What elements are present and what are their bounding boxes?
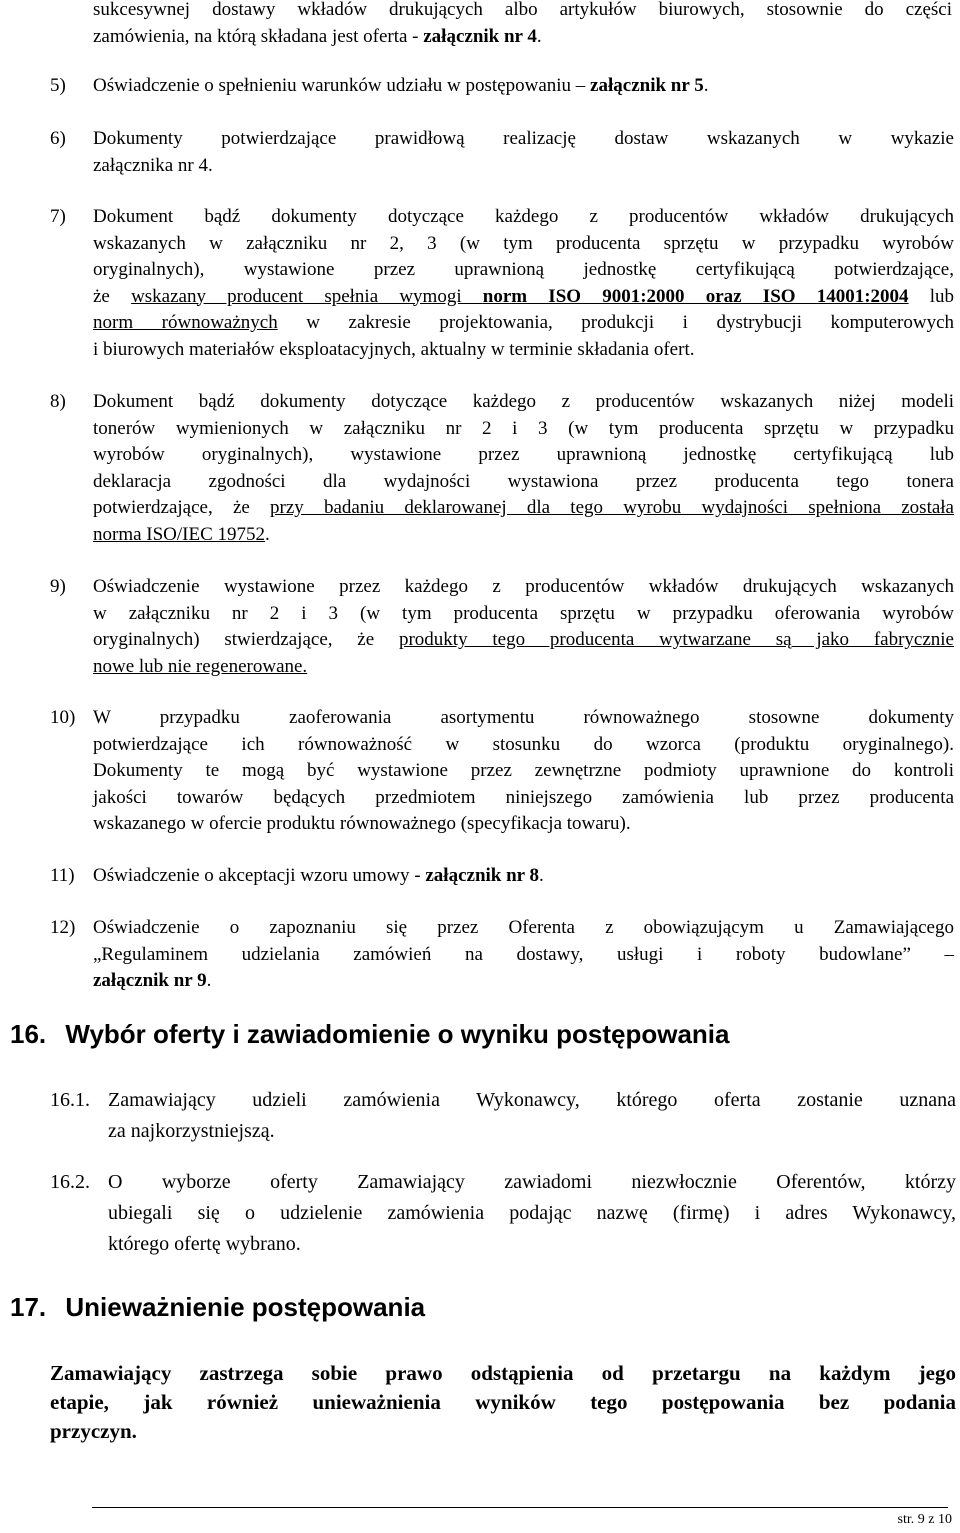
- section-16-heading: [10, 1019, 729, 1050]
- item-number: 11): [50, 865, 75, 886]
- intro-paragraph: [93, 0, 952, 50]
- section-title: Unieważnienie postępowania: [65, 1292, 426, 1322]
- document-page: sukcesywnej dostawy wkładów drukujących albo artykułów biurowych, stosownie do części zamówienia, na którą składana jest oferta - załącznik nr 4. 5) Oświadczenie o spełnieniu warunków udziału w postępowaniu – załącznik nr 5. 6) Dokumenty potwierdzające prawidłową realizację dostaw wskazanych w wykazie załącznika nr 4. 7) Dokument bądź dokumenty dotyczące każdego z producentów wkładów drukujących wskazanych w załączniku nr 2, 3 (w tym producenta sprzętu w przypadku wyrobów oryginalnych), wystawione przez uprawnioną jednostkę certyfikującą potwierdzające, że wskazany producent spełnia wymogi norm ISO 9001:2000 oraz ISO 14001:2004 lub norm równoważnych w zakresie projektowania, produkcji i dystrybucji komputerowych i biurowych materiałów eksploatacyjnych, aktualny w terminie składania ofert. 8) Dokument bądź dokumenty dotyczące każdego z producentów wskazanych niżej modeli tonerów wymienionych w załączniku nr 2 i 3 (w tym producenta sprzętu w przypadku wyrobów oryginalnych), wystawione przez uprawnioną jednostkę certyfikującą lub deklaracja zgodności dla wydajności wystawiona przez producenta tego tonera potwierdzające, że przy badaniu deklarowanej dla tego wyrobu wydajności spełniona została norma ISO/IEC 19752. 9) Oświadczenie wystawione przez każdego z producentów wkładów drukujących wskazanych w załączniku nr 2 i 3 (w tym producenta sprzętu w przypadku oferowania wyrobów oryginalnych) stwierdzające, że produkty tego producenta wytwarzane są jako fabrycznie nowe lub nie regenerowane. 10) W przypadku zaoferowania asortymentu równoważnego stosowne dokumenty potwierdzające ich równoważność w stosunku do wzorca (produktu oryginalnego). Dokumenty te mogą być wystawione przez zewnętrzne podmioty uprawnione do kontroli jakości towarów będących przedmiotem niniejszego zamówienia lub przez producenta wskazanego w ofercie produktu równoważnego (specyfikacja towaru). 11) Oświadczenie o akceptacji wzoru umowy - załącznik nr 8. 12) Oświadczenie o zapoznaniu się przez Oferenta z obowiązującym u Zamawiającego „Regulaminem udzielania zamówień na dostawy, usługi i roboty budowlane” – załącznik nr 9. 16. Wybór oferty i zawiadomienie o wyniku postępowania 16.1. Zamawiający udzieli zamówienia Wykonawcy, którego oferta zostanie uznana za najkorzystniejszą. 16.2. O wyborze oferty Zamawiający zawiadomi niezwłocznie Oferentów, którzy ubiegali się o udzielenie zamówienia podając nazwę (firmę) i adres Wykonawcy, którego ofertę wybrano. 17. Unieważnienie postępowania Zamawiający zastrzega sobie prawo odstąpienia od przetargu na każdym jego etapie, jak również unieważnienia wyników tego postępowania bez podania przyczyn. str. 9 z 10: [0, 0, 960, 1533]
- footer-divider: [92, 1507, 948, 1508]
- section-17-heading: [10, 1292, 425, 1323]
- item-number: 10): [50, 707, 76, 728]
- item-number: 7): [50, 206, 66, 227]
- paragraph-number: 16.1.: [50, 1089, 90, 1111]
- section-title: Wybór oferty i zawiadomienie o wyniku postępowania: [65, 1019, 730, 1049]
- item-number: 6): [50, 128, 66, 149]
- item-number: 12): [50, 917, 76, 938]
- page-number: str. 9 z 10: [897, 1512, 952, 1527]
- intro-line-2: zamówienia, na którą składana jest oferta - załącznik nr 4.: [93, 25, 542, 47]
- item-number: 5): [50, 75, 66, 96]
- attachment-ref: załącznik nr 5: [590, 75, 704, 96]
- item-number: 9): [50, 576, 66, 597]
- intro-line-1: sukcesywnej dostawy wkładów drukujących albo artykułów biurowych, stosownie do części: [93, 0, 952, 20]
- paragraph-number: 16.2.: [50, 1171, 90, 1193]
- item-number: 8): [50, 391, 66, 412]
- attachment-ref: załącznik nr 9: [93, 970, 207, 991]
- section-number: 16.: [10, 1019, 47, 1049]
- attachment-ref: załącznik nr 4: [423, 25, 537, 47]
- section-number: 17.: [10, 1292, 47, 1322]
- section-17-paragraph: Zamawiający zastrzega sobie prawo odstąpienia od przetargu na każdym jego etapie, jak również unieważnienia wyników tego postępowania bez podania przyczyn.: [50, 1361, 956, 1443]
- attachment-ref: załącznik nr 8: [425, 865, 540, 886]
